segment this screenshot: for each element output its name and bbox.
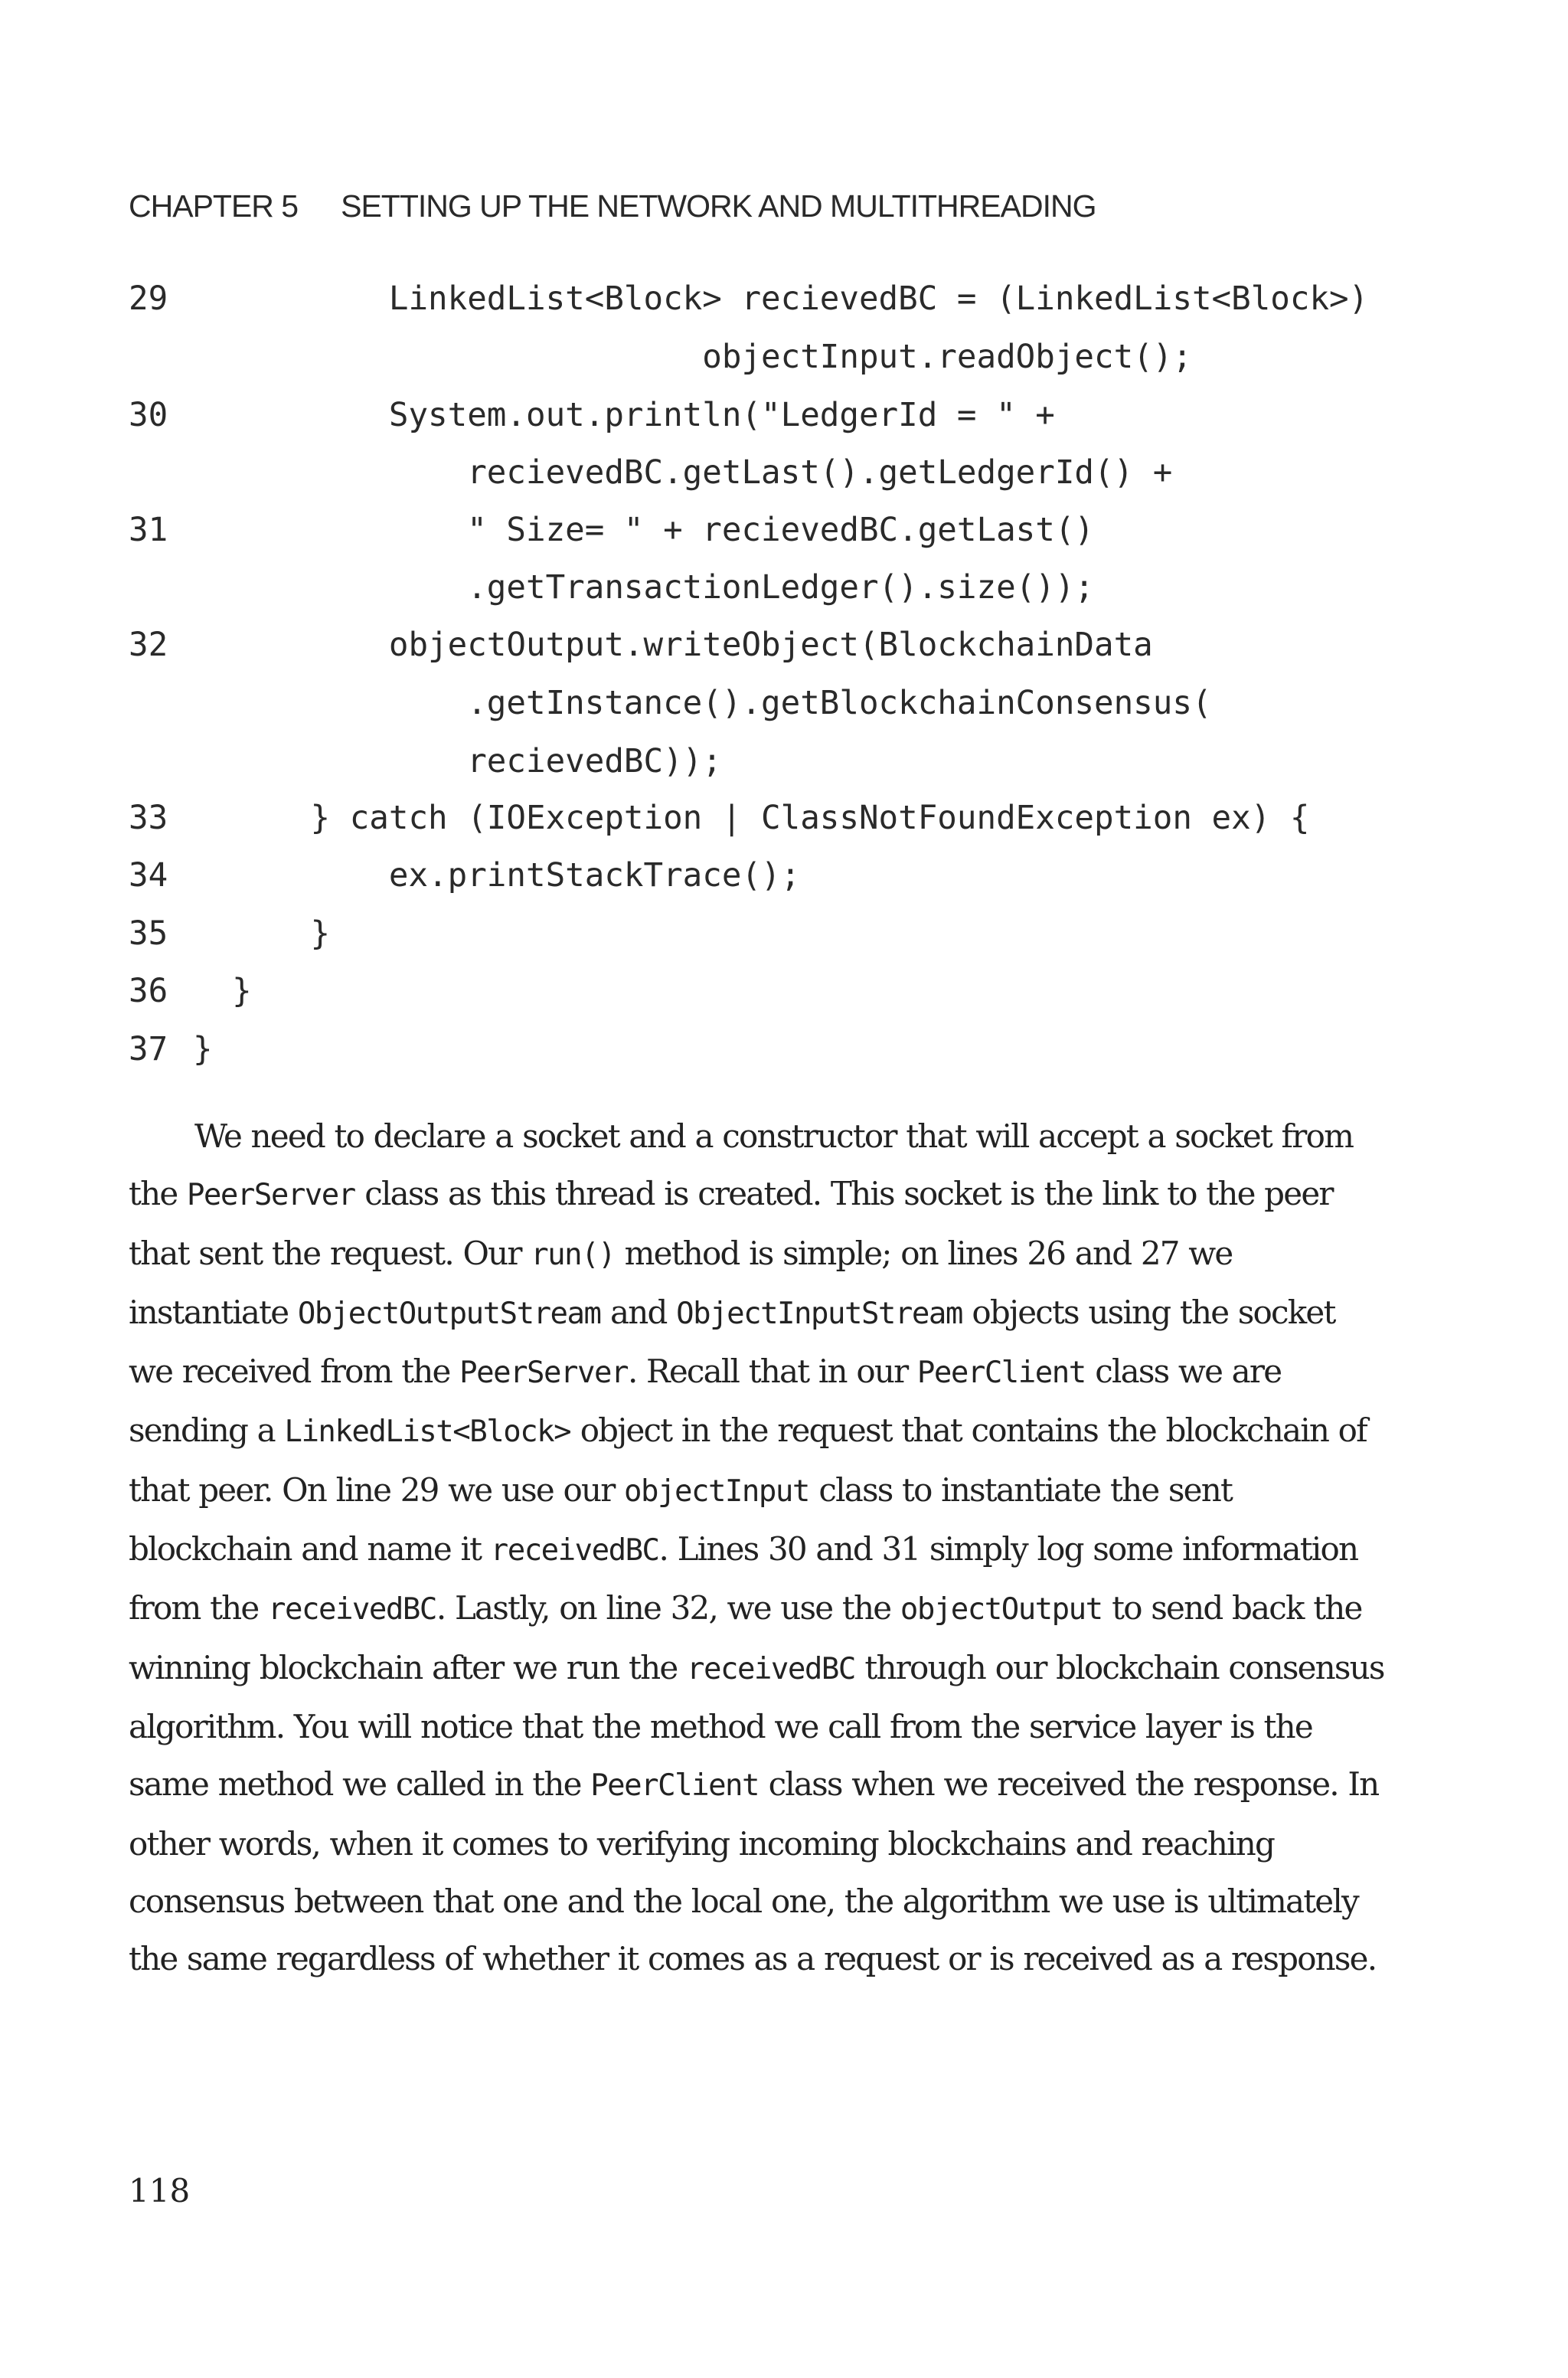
inline-code: PeerServer (459, 1356, 628, 1391)
code-text: .getTransactionLedger().size()); (193, 569, 1095, 607)
line-number: 36 (129, 973, 168, 1010)
code-text: LinkedList<Block> recievedBC = (LinkedList<Block>) (193, 280, 1369, 318)
code-text: ex.printStackTrace(); (193, 857, 801, 895)
inline-code: objectInput (624, 1474, 809, 1509)
code-line (129, 617, 1153, 675)
inline-code: receivedBC (490, 1533, 659, 1568)
text-run: . Recall that in our (627, 1353, 917, 1391)
inline-code: receivedBC (268, 1592, 436, 1627)
inline-code: PeerClient (590, 1768, 760, 1804)
text-run: objects using the socket we received from the (129, 1293, 1335, 1391)
paragraph-text (129, 1107, 1384, 1987)
code-text: } (193, 915, 331, 953)
code-text: recievedBC.getLast().getLedgerId() + (193, 454, 1173, 492)
line-number: 29 (129, 280, 168, 318)
code-text: } (193, 973, 252, 1010)
inline-code: objectOutput (900, 1592, 1102, 1627)
inline-code: ObjectOutputStream (297, 1296, 601, 1331)
code-line (129, 790, 1309, 848)
chapter-label: CHAPTER 5 (129, 188, 299, 224)
line-number: 30 (129, 397, 168, 434)
text-run: class to instantiate the sent blockchain and name it (129, 1470, 1233, 1568)
running-header (129, 188, 1096, 224)
page-number: 118 (129, 2172, 191, 2210)
line-number: 33 (129, 800, 168, 837)
line-number: 37 (129, 1031, 168, 1068)
inline-code: PeerServer (186, 1178, 355, 1213)
text-run: class as this thread is created. This socket is the link to the peer that sent the request. Our (129, 1175, 1333, 1272)
code-line (129, 387, 1055, 445)
line-number: 34 (129, 857, 168, 895)
line-number: 31 (129, 512, 168, 549)
line-number: 32 (129, 626, 168, 664)
line-number: 35 (129, 915, 168, 953)
code-line (129, 1021, 213, 1079)
chapter-title: SETTING UP THE NETWORK AND MULTITHREADING (341, 188, 1096, 224)
text-run: . Lastly, on line 32, we use the (436, 1589, 900, 1627)
text-run: class we are sending a (129, 1353, 1282, 1450)
text-run: . Lines 30 and 31 simply log some information from the (129, 1530, 1358, 1627)
text-run: We need to declare a socket and a constructor that will accept a socket from the (129, 1117, 1354, 1213)
code-text: .getInstance().getBlockchainConsensus( (193, 685, 1212, 722)
code-text: objectOutput.writeObject(BlockchainData (193, 626, 1153, 664)
inline-code: receivedBC (687, 1651, 855, 1686)
text-run: object in the request that contains the blockchain of that peer. On line 29 we use our (129, 1411, 1367, 1509)
inline-code: run() (531, 1237, 616, 1272)
code-line (129, 905, 330, 963)
inline-code: PeerClient (916, 1356, 1086, 1391)
inline-code: ObjectInputStream (676, 1296, 962, 1331)
code-text: System.out.println("LedgerId = " + (193, 397, 1055, 434)
code-line (129, 675, 1212, 733)
code-line (129, 270, 1368, 329)
code-text: } catch (IOException | ClassNotFoundException ex) { (193, 800, 1310, 837)
code-line (129, 963, 252, 1021)
inline-code: LinkedList<Block> (284, 1415, 571, 1450)
code-text: recievedBC)); (193, 743, 722, 780)
code-line (129, 847, 800, 905)
text-run: through our blockchain consensus algorithm. You will notice that the method we call from the service layer is the same method we called in the (129, 1648, 1384, 1804)
text-run: method is simple; on lines 26 and 27 we instantiate (129, 1234, 1233, 1331)
code-line (129, 329, 1192, 387)
text-run: class when we received the response. In other words, when it comes to verifying incoming blockchains and reaching consensus between that one and the local one, the algorithm we use is ultimately the same regardless of whether it comes as a request or is received as a response. (129, 1765, 1379, 1978)
text-run: to send back the winning blockchain after we run the (129, 1589, 1362, 1686)
code-line (129, 733, 722, 791)
code-line (129, 502, 1094, 560)
code-text: objectInput.readObject(); (193, 339, 1192, 376)
code-text: } (193, 1031, 213, 1068)
code-line (129, 559, 1094, 617)
body-paragraph (129, 1107, 1384, 1987)
text-run: and (600, 1293, 677, 1331)
code-text: " Size= " + recievedBC.getLast() (193, 512, 1095, 549)
code-line (129, 444, 1172, 502)
